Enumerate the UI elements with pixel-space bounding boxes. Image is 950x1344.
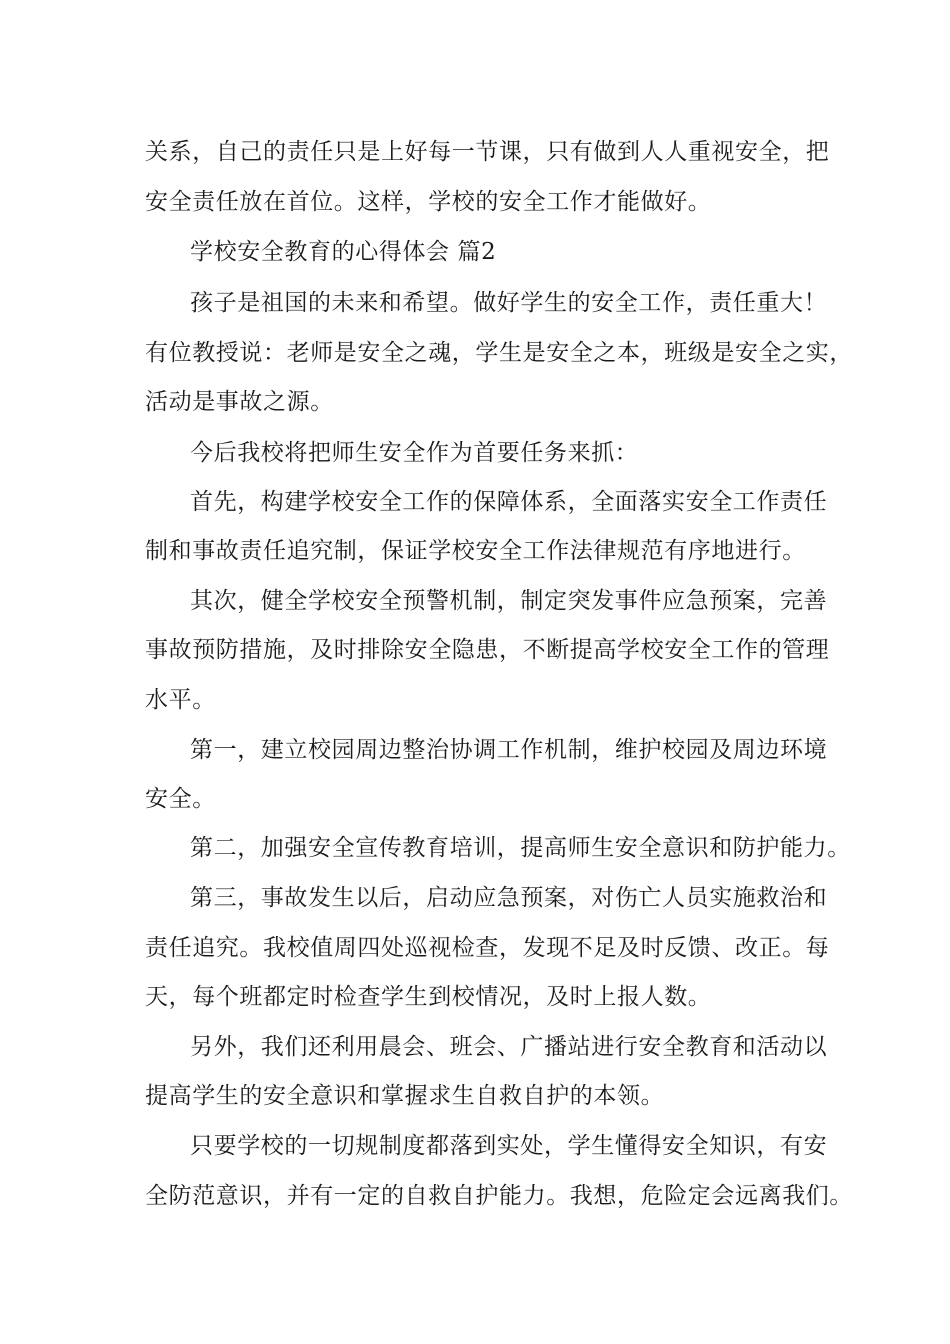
- text-line: 安全。: [145, 786, 216, 812]
- text-line: 首先，构建学校安全工作的保障体系，全面落实安全工作责任: [190, 489, 828, 515]
- text-line: 其次，健全学校安全预警机制，制定突发事件应急预案，完善: [190, 588, 828, 614]
- text-line: 安全责任放在首位。这样，学校的安全工作才能做好。: [145, 189, 712, 215]
- text-line: 责任追究。我校值周四处巡视检查，发现不足及时反馈、改正。每: [145, 935, 830, 961]
- text-line: 事故预防措施，及时排除安全隐患，不断提高学校安全工作的管理: [145, 637, 830, 663]
- text-line: 第一，建立校园周边整治协调工作机制，维护校园及周边环境: [190, 737, 828, 763]
- text-line: 全防范意识，并有一定的自救自护能力。我想，危险定会远离我们。: [145, 1183, 853, 1209]
- text-line: 另外，我们还利用晨会、班会、广播站进行安全教育和活动以: [190, 1034, 828, 1060]
- text-line: 今后我校将把师生安全作为首要任务来抓：: [190, 440, 639, 466]
- text-line: 孩子是祖国的未来和希望。做好学生的安全工作，责任重大！: [190, 290, 828, 316]
- text-line: 天，每个班都定时检查学生到校情况，及时上报人数。: [145, 984, 712, 1010]
- text-line: 水平。: [145, 687, 216, 713]
- section-heading: 学校安全教育的心得体会 篇2: [190, 239, 497, 265]
- text-line: 提高学生的安全意识和掌握求生自救自护的本领。: [145, 1083, 665, 1109]
- text-line: 活动是事故之源。: [145, 389, 334, 415]
- text-line: 第三，事故发生以后，启动应急预案，对伤亡人员实施救治和: [190, 885, 828, 911]
- text-line: 关系，自己的责任只是上好每一节课，只有做到人人重视安全，把: [145, 139, 830, 165]
- text-line: 第二，加强安全宣传教育培训，提高师生安全意识和防护能力。: [190, 835, 851, 861]
- text-line: 有位教授说：老师是安全之魂，学生是安全之本，班级是安全之实，: [145, 340, 853, 366]
- text-line: 只要学校的一切规制度都落到实处，学生懂得安全知识，有安: [190, 1133, 828, 1159]
- text-line: 制和事故责任追究制，保证学校安全工作法律规范有序地进行。: [145, 538, 806, 564]
